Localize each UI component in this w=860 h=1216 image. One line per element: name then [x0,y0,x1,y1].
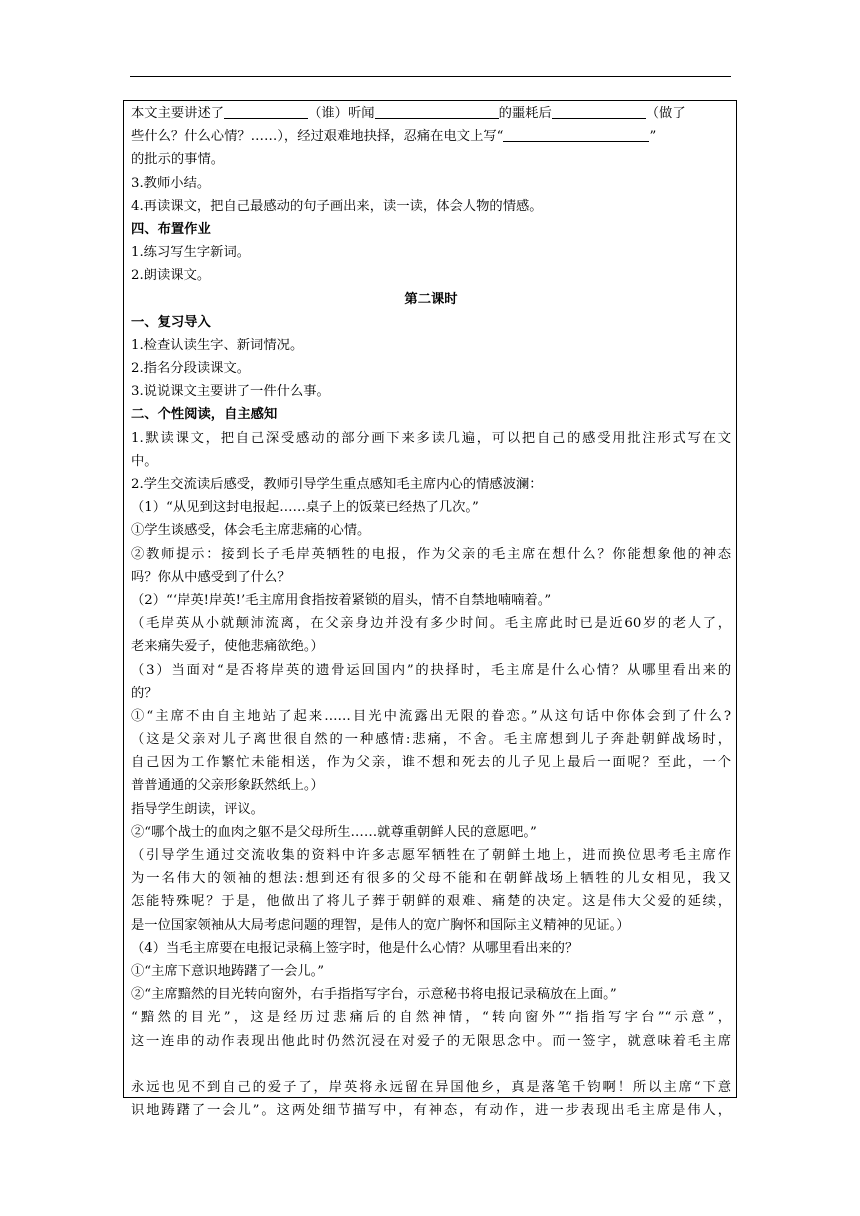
text-line: 是一位国家领袖从大局考虑问题的理智，是伟人的宽广胸怀和国际主义精神的见证。） [131,917,630,933]
fill-blank-news [375,103,499,119]
text-line: ①学生谈感受，体会毛主席悲痛的心情。 [131,523,371,539]
text-line: “黯然的目光”，这是经历过悲痛后的自然神情，“转向窗外”“指指写字台”“示意”， [131,1010,731,1026]
text-line: 3.说说课文主要讲了一件什么事。 [131,384,330,400]
text-line: 这一连串的动作表现出他此时仍然沉浸在对爱子的无限思念中。而一签字，就意味着毛主席 [131,1033,731,1049]
lesson-content [131,102,731,1122]
text-line: 4.再读课文，把自己最感动的句子画出来，读一读，体会人物的情感。 [131,198,543,214]
text-line: 普普通通的父亲形象跃然纸上。） [131,778,324,794]
summary-text: 些什么？什么心情？……），经过艰难地抉择，忍痛在电文上写“ [131,129,504,145]
text-line: （毛岸英从小就颠沛流离，在父亲身边并没有多少时间。毛主席此时已是近60岁的老人了， [131,616,731,632]
text-line: 怎能特殊呢？于是，他做出了将儿子葬于朝鲜的艰难、痛楚的决定。这是伟大父爱的延续， [131,894,731,910]
summary-text: 本文主要讲述了 [131,106,225,121]
text-line: 识地踌躇了一会儿”。这两处细节描写中，有神态，有动作，进一步表现出毛主席是伟人， [131,1102,731,1118]
text-line: 2.学生交流读后感受，教师引导学生重点感知毛主席内心的情感波澜： [131,477,543,492]
fill-blank-action [552,103,646,119]
text-line: ②“主席黯然的目光转向窗外，右手指指写字台，示意秘书将电报记录稿放在上面。” [131,987,617,1003]
text-line: 1.默读课文，把自己深受感动的部分画下来多读几遍，可以把自己的感受用批注形式写在文 [131,430,731,446]
text-line: （2）“‘岸英!岸英!’毛主席用食指按着紧锁的眉头，情不自禁地喃喃着。” [131,592,552,608]
text-line: ②“哪个战士的血肉之躯不是父母所生……就尊重朝鲜人民的意愿吧。” [131,824,537,840]
text-line: 2.指名分段读课文。 [131,361,251,377]
summary-line-1 [131,102,731,125]
text-line: 3.教师小结。 [131,175,211,191]
summary-text: （做了 [645,106,686,121]
text-line: （引导学生通过交流收集的资料中许多志愿军牺牲在了朝鲜土地上，进而换位思考毛主席作 [131,848,731,863]
section-heading: 一、复习导入 [131,314,211,330]
text-line: 的？ [131,685,158,701]
header-rule [130,76,731,77]
text-line: 老来痛失爱子，使他悲痛欲绝。） [131,639,324,655]
summary-line-3: 的批示的事情。 [131,152,225,168]
text-line: （1）“从见到这封电报起……桌子上的饭菜已经热了几次。” [131,500,479,516]
text-line: 1.练习写生字新词。 [131,245,251,261]
fill-blank-quote [503,126,649,142]
text-line: ②教师提示：接到长子毛岸英牺牲的电报，作为父亲的毛主席在想什么？你能想象他的神态 [131,546,731,562]
summary-text: 的噩耗后 [498,106,552,121]
text-line: ①“主席不由自主地站了起来……目光中流露出无限的眷恋。”从这句话中你体会到了什么? [131,708,731,724]
section-heading: 二、个性阅读，自主感知 [131,407,278,423]
text-line: 吗？你从中感受到了什么？ [131,569,291,585]
section-heading: 四、布置作业 [131,221,211,237]
text-line: 中。 [131,453,158,469]
text-line: 2.朗读课文。 [131,268,211,284]
text-line: （4）当毛主席要在电报记录稿上签字时，他是什么心情？从哪里看出来的？ [131,940,579,956]
page-break-gap [131,1053,731,1076]
text-line: （3）当面对“是否将岸英的遗骨运回国内”的抉择时，毛主席是什么心情？从哪里看出来的 [131,662,731,678]
text-line: 为一名伟大的领袖的想法:想到还有很多的父母不能和在朝鲜战场上牺牲的儿女相见，我又 [131,871,731,887]
text-line: 永远也见不到自己的爱子了，岸英将永远留在异国他乡，真是落笔千钧啊！所以主席“下意 [131,1079,731,1095]
summary-text: （谁）听闻 [308,106,375,121]
text-line: ①“主席下意识地踌躇了一会儿。” [131,963,325,979]
text-line: 自己因为工作繁忙未能相送，作为父亲，谁不想和死去的儿子见上最后一面呢？至此，一个 [131,755,731,771]
summary-line-2 [131,125,731,148]
lesson-title: 第二课时 [404,291,458,307]
text-line: 1.检查认读生字、新词情况。 [131,337,304,353]
lesson-table-cell [123,100,737,1118]
fill-blank-who [224,103,308,119]
summary-text: ” [649,129,657,145]
text-line: 指导学生朗读，评议。 [131,801,264,817]
text-line: （这是父亲对儿子离世很自然的一种感情:悲痛，不舍。毛主席想到儿子奔赴朝鲜战场时， [131,732,731,748]
